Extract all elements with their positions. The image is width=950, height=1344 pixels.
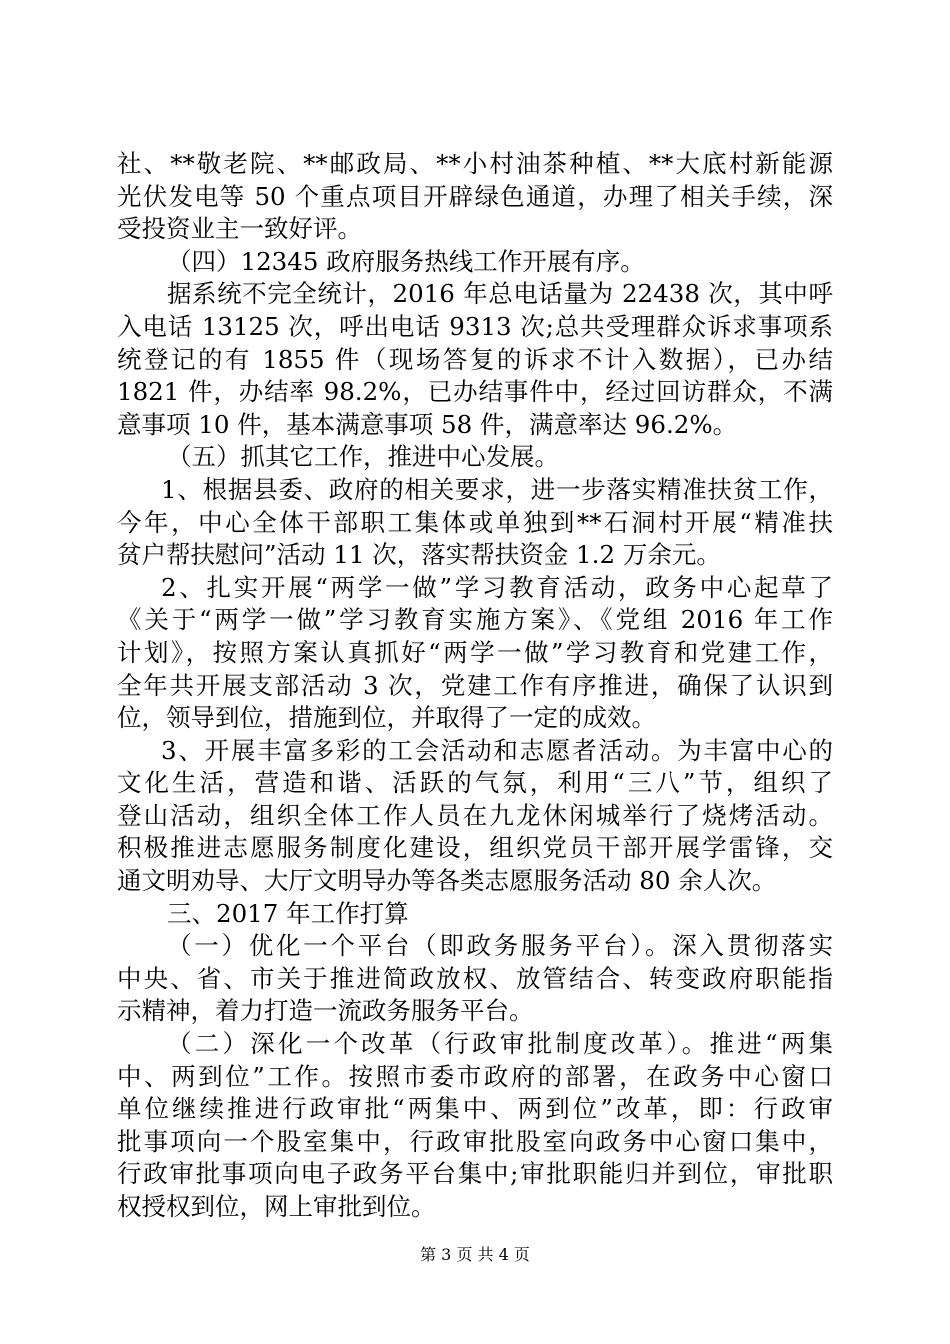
text-line: 全年共开展支部活动 3 次，党建工作有序推进，确保了认识到 (117, 670, 833, 700)
text-line: 今年，中心全体干部职工集体或单独到**石洞村开展“精准扶 (117, 507, 833, 537)
text-line: 1821 件，办结率 98.2%，已办结事件中，经过回访群众，不满 (117, 377, 833, 407)
text-line: 贫户帮扶慰问”活动 11 次，落实帮扶资金 1.2 万余元。 (117, 540, 721, 570)
text-line: （二）深化一个改革（行政审批制度改革）。推进“两集 (167, 1029, 833, 1059)
text-line: 文化生活，营造和谐、活跃的气氛，利用“三八”节，组织了 (117, 768, 833, 798)
section-heading (117, 441, 833, 474)
text-line: 据系统不完全统计，2016 年总电话量为 22438 次，其中呼 (167, 279, 833, 309)
text-line: 单位继续推进行政审批“两集中、两到位”改革，即：行政审 (117, 1094, 833, 1124)
text-line: 1、根据县委、政府的相关要求，进一步落实精准扶贫工作， (161, 474, 833, 504)
text-line: 中央、省、市关于推进简政放权、放管结合、转变政府职能指 (117, 963, 833, 993)
text-line: 三、2017 年工作打算 (167, 898, 409, 928)
paragraph (117, 930, 833, 1028)
text-line: 光伏发电等 50 个重点项目开辟绿色通道，办理了相关手续，深 (117, 181, 833, 211)
text-line: 积极推进志愿服务制度化建设，组织党员干部开展学雷锋，交 (117, 833, 833, 863)
paragraph (117, 735, 833, 898)
paragraph (117, 572, 833, 735)
text-line: 统登记的有 1855 件（现场答复的诉求不计入数据），已办结 (117, 344, 833, 374)
section-heading (117, 898, 833, 931)
paragraph (117, 148, 833, 246)
paragraph (117, 1028, 833, 1224)
text-line: 通文明劝导、大厅文明导办等各类志愿服务活动 80 余人次。 (117, 866, 777, 896)
text-line: 登山活动，组织全体工作人员在九龙休闲城举行了烧烤活动。 (117, 800, 833, 830)
text-line: 权授权到位，网上审批到位。 (117, 1192, 436, 1221)
text-line: 2、扎实开展“两学一做”学习教育活动，政务中心起草了 (161, 572, 833, 602)
document-body (117, 148, 833, 1224)
text-line: 入电话 13125 次，呼出电话 9313 次;总共受理群众诉求事项系 (117, 311, 833, 341)
text-line: 示精神，着力打造一流政务服务平台。 (117, 996, 534, 1026)
text-line: 《关于“两学一做”学习教育实施方案》、《党组 2016 年工作 (117, 605, 833, 635)
text-line: 位，领导到位，措施到位，并取得了一定的成效。 (117, 703, 656, 733)
text-line: 批事项向一个股室集中，行政审批股室向政务中心窗口集中， (117, 1126, 833, 1156)
paragraph (117, 474, 833, 572)
text-line: 行政审批事项向电子政务平台集中;审批职能归并到位，审批职 (117, 1159, 833, 1189)
text-line: 中、两到位”工作。按照市委市政府的部署，在政务中心窗口 (117, 1061, 833, 1091)
text-line: （一）优化一个平台（即政务服务平台）。深入贯彻落实 (167, 931, 833, 961)
text-line: （五）抓其它工作，推进中心发展。 (167, 442, 559, 472)
section-heading (117, 246, 833, 279)
paragraph (117, 278, 833, 441)
text-line: 计划》，按照方案认真抓好“两学一做”学习教育和党建工作， (117, 637, 833, 667)
text-line: 社、**敬老院、**邮政局、**小村油茶种植、**大底村新能源 (117, 149, 833, 178)
text-line: 意事项 10 件，基本满意事项 58 件，满意率达 96.2%。 (117, 409, 738, 439)
page-footer: 第 3 页 共 4 页 (420, 1245, 530, 1264)
text-line: （四）12345 政府服务热线工作开展有序。 (167, 246, 645, 276)
text-line: 3、开展丰富多彩的工会活动和志愿者活动。为丰富中心的 (161, 735, 833, 765)
text-line: 受投资业主一致好评。 (117, 214, 362, 244)
